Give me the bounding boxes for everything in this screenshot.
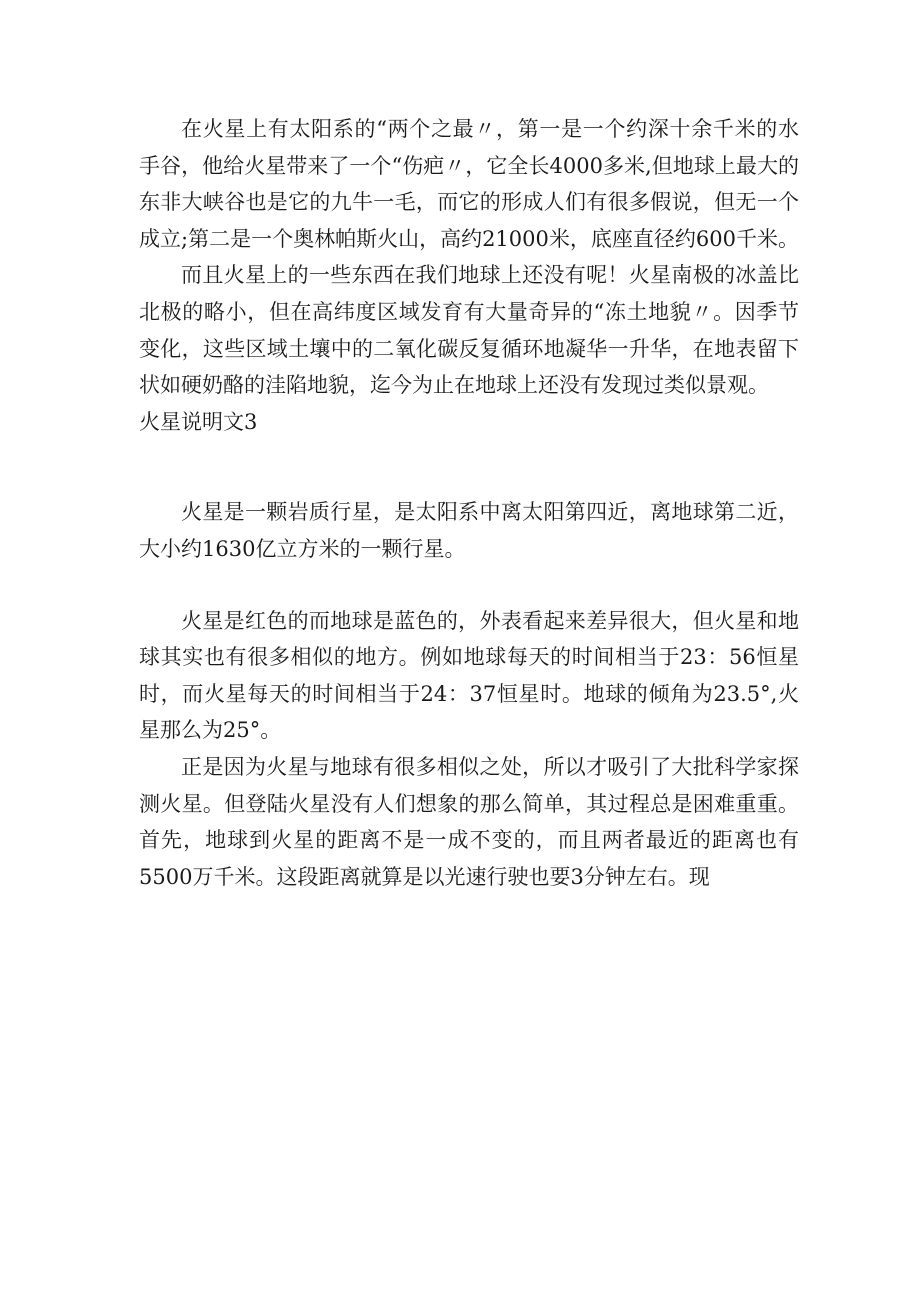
paragraph-rocky-planet: 火星是一颗岩质行星，是太阳系中离太阳第四近，离地球第二近，大小约1630亿立方米的一颗行星。 (139, 500, 799, 561)
blank-gap (139, 440, 799, 494)
document-page (139, 111, 799, 895)
section-heading: 火星说明文3 (139, 409, 258, 434)
paragraph-frozen-landforms: 而且火星上的一些东西在我们地球上还没有呢！火星南极的冰盖比北极的略小，但在高纬度区域发育有大量奇异的“冻土地貌〃。因季节变化，这些区域土壤中的二氧化碳反复循环地凝华一升华，在地表留下状如硬奶酪的洼陷地貌，迄今为止在地球上还没有发现过类似景观。 (139, 263, 799, 398)
paragraph-mars-earth-similarity: 火星是红色的而地球是蓝色的，外表看起来差异很大，但火星和地球其实也有很多相似的地方。例如地球每天的时间相当于23：56恒星时，而火星每天的时间相当于24：37恒星时。地球的倾角为23.5°,火星那么为25°。 (139, 608, 799, 743)
paragraph-two-extremes: 在火星上有太阳系的“两个之最〃，第一是一个约深十余千米的水手谷，他给火星带来了一个“伤疤〃，它全长4000多米,但地球上最大的东非大峡谷也是它的九牛一毛，而它的形成人们有很多假说，但无一个成立;第二是一个奥林帕斯火山，高约21000米，底座直径约600千米。 (139, 117, 799, 251)
blank-gap (139, 568, 799, 603)
paragraph-exploration-difficulty: 正是因为火星与地球有很多相似之处，所以才吸引了大批科学家探测火星。但登陆火星没有人们想象的那么简单，其过程总是困难重重。首先，地球到火星的距离不是一成不变的，而且两者最近的距离也有5500万千米。这段距离就算是以光速行驶也要3分钟左右。现 (139, 754, 799, 889)
